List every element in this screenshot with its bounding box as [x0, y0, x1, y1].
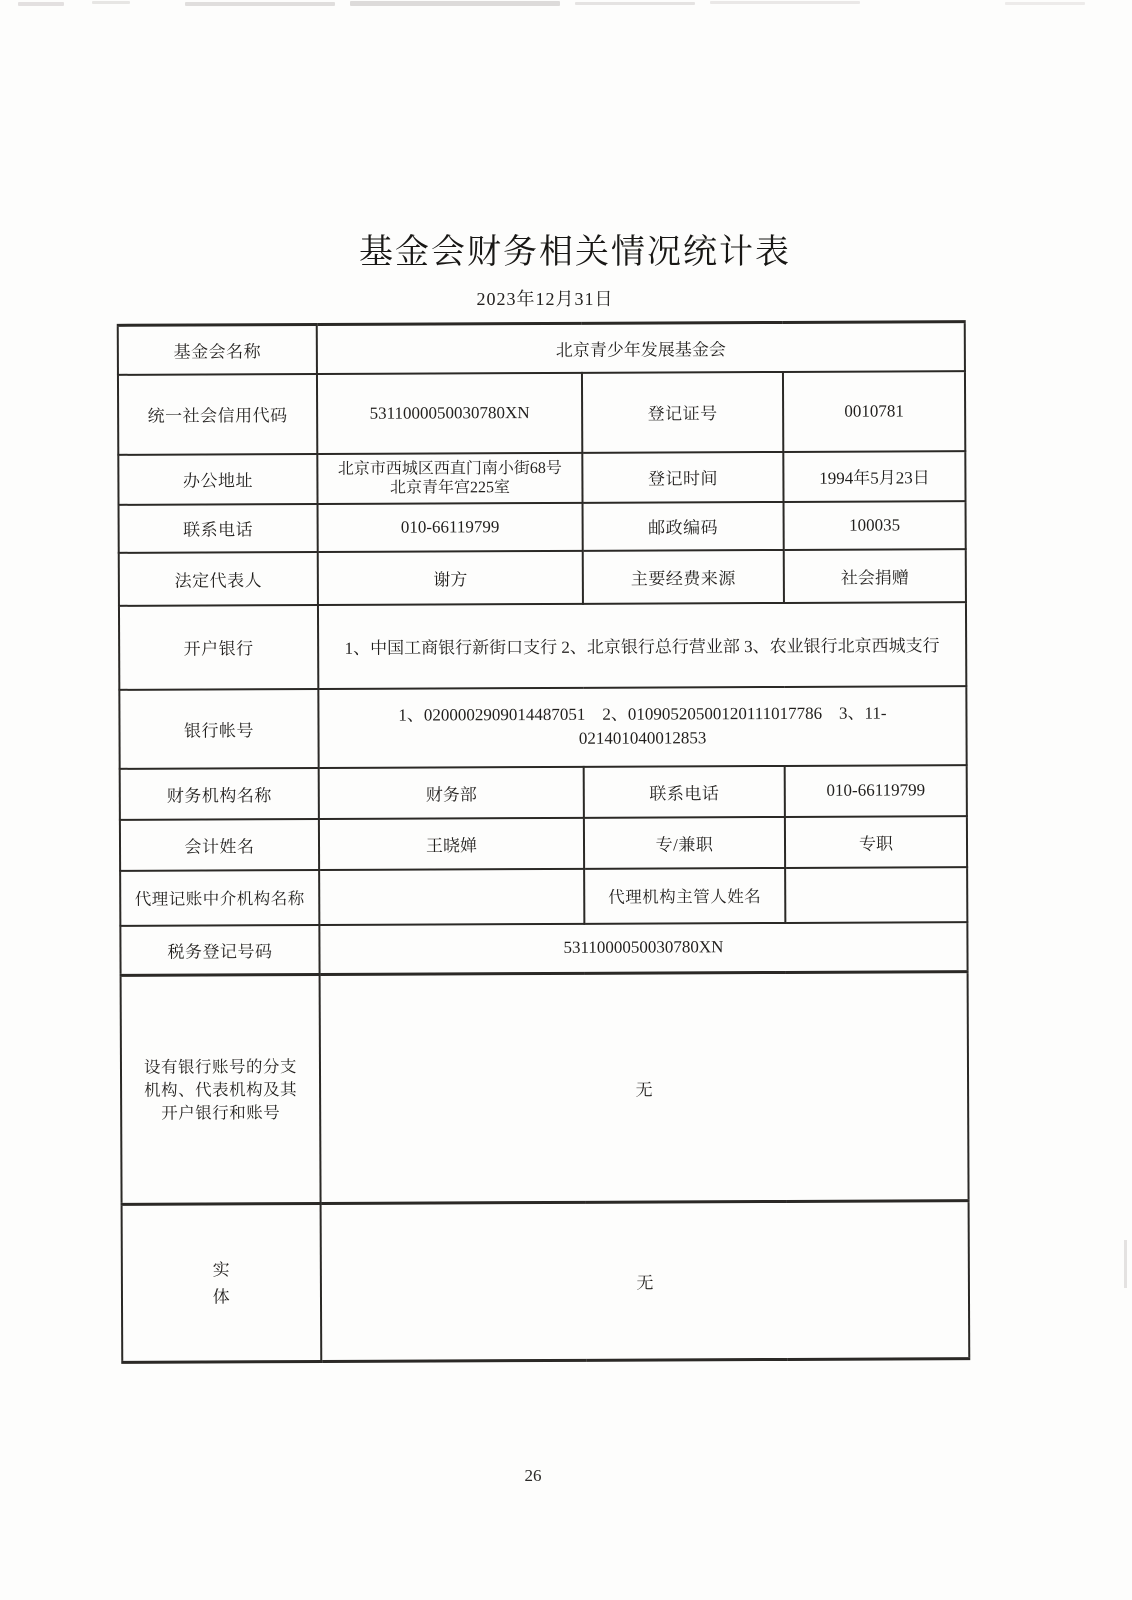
agency-manager-value	[785, 867, 967, 923]
contact-phone-label: 联系电话	[119, 503, 318, 552]
postal-code-value: 100035	[784, 501, 966, 550]
scan-noise-mark	[710, 1, 860, 4]
registration-no-value: 0010781	[783, 371, 965, 452]
page-number: 26	[524, 1466, 542, 1485]
agency-manager-label: 代理机构主管人姓名	[584, 867, 785, 923]
agency-name-value	[319, 868, 584, 924]
scan-noise-mark	[1005, 2, 1085, 5]
finance-phone-value: 010-66119799	[785, 765, 967, 817]
row-contact-phone	[119, 501, 966, 553]
office-address-line1: 北京市西城区西直门南小街68号	[337, 459, 562, 478]
registration-date-value: 1994年5月23日	[783, 451, 965, 502]
legal-representative-label: 法定代表人	[119, 551, 318, 605]
legal-representative-value: 谢方	[318, 550, 583, 604]
branch-accounts-label-line2: 机构、代表机构及其	[144, 1079, 298, 1100]
row-accountant	[120, 816, 967, 871]
finance-dept-value: 财务部	[319, 766, 584, 818]
row-tax-registration	[120, 922, 967, 976]
finance-dept-label: 财务机构名称	[120, 767, 319, 819]
bank-accounts-label: 银行帐号	[119, 688, 318, 768]
scan-noise-mark	[575, 2, 695, 5]
scan-noise-mark	[92, 1, 130, 4]
funding-source-label: 主要经费来源	[583, 549, 784, 603]
finance-phone-label: 联系电话	[584, 765, 785, 817]
branch-accounts-label	[121, 974, 321, 1204]
row-branch-accounts	[121, 972, 969, 1205]
scan-noise-mark	[350, 1, 560, 6]
employment-type-value: 专职	[785, 816, 967, 868]
foundation-name-label: 基金会名称	[118, 324, 317, 374]
contact-phone-value: 010-66119799	[318, 502, 583, 551]
page-date: 2023年12月31日	[476, 289, 614, 309]
foundation-finance-table	[117, 320, 971, 1364]
bank-accounts-value	[318, 686, 966, 768]
entity-label-line2: 体	[212, 1286, 231, 1306]
branch-accounts-label-line1: 设有银行账号的分支	[143, 1056, 298, 1077]
registration-no-label: 登记证号	[582, 371, 783, 452]
tax-registration-value: 5311000050030780XN	[319, 922, 967, 975]
bank-accounts-line1: 1、0200002909014487051 2、01090520500120111017786 3、11-	[398, 703, 887, 725]
row-credit-code	[118, 371, 965, 455]
office-address-label: 办公地址	[118, 453, 317, 504]
row-finance-dept	[120, 765, 967, 820]
employment-type-label: 专/兼职	[584, 816, 785, 868]
branch-accounts-value: 无	[320, 972, 969, 1204]
row-bank-accounts	[119, 686, 966, 769]
entity-value: 无	[321, 1201, 970, 1362]
bank-accounts-line2: 021401040012853	[578, 728, 707, 748]
registration-date-label: 登记时间	[582, 451, 783, 502]
credit-code-label: 统一社会信用代码	[118, 373, 317, 454]
deposit-banks-label: 开户银行	[119, 604, 318, 689]
row-agency	[120, 867, 967, 926]
entity-label	[122, 1203, 322, 1362]
branch-accounts-label-line3: 开户银行和账号	[161, 1102, 281, 1123]
scan-noise-mark	[18, 2, 64, 6]
entity-label-line1: 实	[212, 1259, 231, 1279]
agency-name-label: 代理记账中介机构名称	[120, 869, 319, 925]
accountant-name-value: 王晓婵	[319, 817, 584, 869]
deposit-banks-value: 1、中国工商银行新街口支行 2、北京银行总行营业部 3、农业银行北京西城支行	[318, 602, 966, 689]
funding-source-value: 社会捐赠	[784, 549, 966, 603]
accountant-name-label: 会计姓名	[120, 818, 319, 870]
office-address-value	[317, 452, 582, 503]
scan-noise-mark	[185, 2, 335, 6]
postal-code-label: 邮政编码	[583, 501, 784, 550]
tax-registration-label: 税务登记号码	[120, 924, 319, 975]
row-entity	[122, 1201, 970, 1363]
row-foundation-name	[118, 322, 965, 375]
credit-code-value: 5311000050030780XN	[317, 372, 582, 453]
scan-edge-mark	[1124, 1240, 1127, 1288]
page-title: 基金会财务相关情况统计表	[359, 234, 791, 271]
office-address-line2: 北京青年宫225室	[389, 478, 510, 497]
row-deposit-banks	[119, 602, 966, 690]
row-office-address	[118, 451, 965, 505]
foundation-name-value: 北京青少年发展基金会	[317, 322, 965, 374]
row-legal-representative	[119, 549, 966, 606]
